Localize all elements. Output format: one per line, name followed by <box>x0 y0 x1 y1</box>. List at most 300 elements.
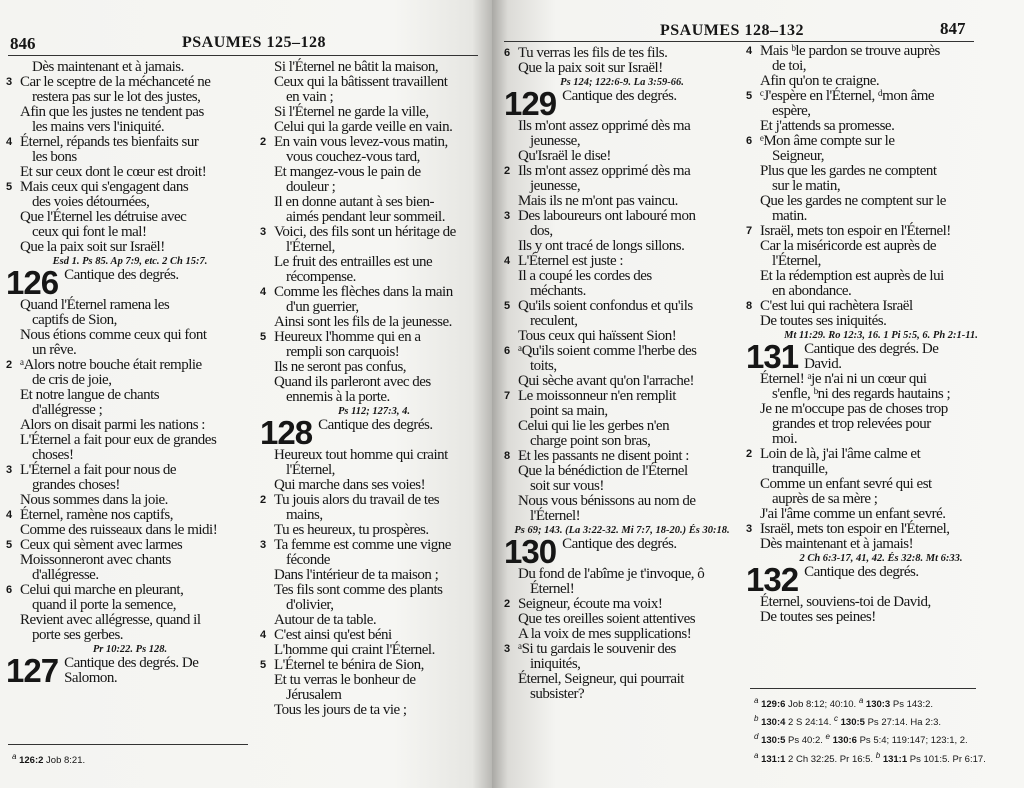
verse-line <box>260 703 488 718</box>
verse-line <box>504 269 740 284</box>
verse-text: porte ses gerbes. <box>32 627 124 643</box>
psalm-title <box>804 565 919 580</box>
verse-number: 3 <box>504 210 511 222</box>
verse-line <box>504 374 740 389</box>
footnote-rule <box>750 688 976 689</box>
verse-text: aimés pendant leur sommeil. <box>286 209 445 225</box>
verse-line <box>504 46 740 61</box>
psalm-heading <box>746 561 1016 598</box>
verse-number: 6 <box>6 584 13 596</box>
verse-text: Ceux qui sèment avec larmes <box>20 537 183 553</box>
verse-text: Alors on disait parmi les nations : <box>20 417 205 433</box>
verse-text: jeunesse, <box>530 133 581 149</box>
verse-text: Car la miséricorde est auprès de <box>760 238 937 254</box>
verse-line <box>260 315 488 330</box>
verse-number: 5 <box>260 331 267 343</box>
verse-text: ennemis à la porte. <box>286 389 390 405</box>
verse-text: Tu es heureux, tu prospères. <box>274 522 429 538</box>
verse-line <box>504 404 740 419</box>
verse-line <box>504 164 740 179</box>
verse-line <box>260 195 488 210</box>
cross-reference: Mt 11:29. Ro 12:3, 16. 1 Pi 5:5, 6. Ph 2:1-11. <box>784 330 978 341</box>
footnote <box>754 714 834 729</box>
verse-line <box>746 269 1016 284</box>
verse-line <box>6 373 254 388</box>
footnote <box>12 752 86 767</box>
footnote-mark: d <box>754 732 759 742</box>
psalm-number: 130 <box>504 533 557 570</box>
verse-text: Quand ils parleront avec des <box>274 374 431 390</box>
psalm-heading <box>6 652 254 689</box>
verse-number: 5 <box>6 181 13 193</box>
verse-line <box>504 567 740 582</box>
verse-line <box>6 613 254 628</box>
verse-text: L'Éternel te bénira de Sion, <box>274 657 424 673</box>
footnotes <box>12 750 85 768</box>
cross-reference: 2 Ch 6:3-17, 41, 42. És 32:8. Mt 6:33. <box>799 553 963 564</box>
left-column-2 <box>260 60 488 718</box>
verse-line <box>504 687 740 702</box>
verse-number: 2 <box>504 165 511 177</box>
verse-line <box>260 643 488 658</box>
verse-text: L'Éternel a fait pour nous de <box>20 462 177 478</box>
footnote-ref: 130:4 <box>761 717 786 729</box>
verse-line <box>260 688 488 703</box>
footnote-line <box>12 750 85 768</box>
verse-line <box>504 254 740 269</box>
verse-text: De toutes ses iniquités. <box>760 313 887 329</box>
verse-line <box>746 299 1016 314</box>
verse-text: Tes fils sont comme des plants <box>274 582 443 598</box>
verse-line <box>260 345 488 360</box>
verse-text: de toi, <box>772 58 806 74</box>
verse-line <box>746 179 1016 194</box>
verse-line <box>260 255 488 270</box>
verse-text: Il a coupé les cordes des <box>518 268 652 284</box>
verse-text: Éternel, Seigneur, qui pourrait <box>518 671 684 687</box>
verse-line <box>260 90 488 105</box>
right-column-2 <box>746 44 1016 625</box>
verse-text: Seigneur, écoute ma voix! <box>518 596 663 612</box>
verse-text: Celui qui marche en pleurant, <box>20 582 184 598</box>
verse-line <box>260 75 488 90</box>
verse-text: Tu jouis alors du travail de tes <box>274 492 440 508</box>
verse-number: 8 <box>746 300 753 312</box>
verse-line <box>6 568 254 583</box>
verse-text: Nous sommes dans la joie. <box>20 492 168 508</box>
verse-text: toits, <box>530 358 557 374</box>
verse-line <box>6 165 254 180</box>
psalm-title-line: Cantique des degrés. De <box>64 655 199 671</box>
footnote-ref: 130:5 <box>840 717 865 729</box>
verse-line <box>504 61 740 76</box>
footnote-text: Ps 143:2. <box>892 699 934 711</box>
psalm-heading <box>6 264 254 301</box>
verse-line <box>260 165 488 180</box>
verse-number: 2 <box>746 448 753 460</box>
verse-number: 5 <box>746 90 753 102</box>
verse-line <box>746 402 1016 417</box>
verse-text: Nous vous bénissons au nom de <box>518 493 696 509</box>
verse-line <box>6 240 254 255</box>
running-head: PSAUMES 125–128 <box>182 34 326 51</box>
verse-text: L'Éternel est juste : <box>518 253 624 269</box>
footnote <box>825 732 968 747</box>
verse-line <box>746 254 1016 269</box>
verse-line <box>6 598 254 613</box>
verse-line <box>746 134 1016 149</box>
verse-line <box>260 150 488 165</box>
verse-text: d'allégresse ; <box>32 402 103 418</box>
footnote-line <box>754 694 986 712</box>
verse-line <box>746 387 1016 402</box>
footnote-mark: c <box>834 714 838 724</box>
footnote <box>754 732 826 747</box>
verse-line <box>504 239 740 254</box>
verse-text: Éternel! <box>530 581 575 597</box>
footnote-line <box>754 712 986 730</box>
verse-line <box>6 135 254 150</box>
footnote-mark: a <box>754 750 759 760</box>
verse-line <box>504 389 740 404</box>
verse-text: J'ai l'âme comme un enfant sevré. <box>760 506 946 522</box>
verse-text: d'un guerrier, <box>286 299 359 315</box>
verse-line <box>746 492 1016 507</box>
verse-text: Et tu verras le bonheur de <box>274 672 416 688</box>
verse-text: Ils ne seront pas confus, <box>274 359 407 375</box>
verse-text: Voici, des fils sont un héritage de <box>274 224 456 240</box>
footnote-ref: 126:2 <box>19 755 44 767</box>
verse-line <box>746 119 1016 134</box>
footnote-mark: a <box>858 696 864 705</box>
footnote-ref: 131:1 <box>882 753 908 765</box>
verse-line <box>260 60 488 75</box>
verse-line <box>504 434 740 449</box>
verse-text: Autour de ta table. <box>274 612 377 628</box>
page-number: 847 <box>940 19 966 38</box>
verse-line <box>504 464 740 479</box>
verse-text: Que la paix soit sur Israël! <box>20 239 165 255</box>
verse-text: moi. <box>772 431 798 447</box>
verse-text: l'Éternel, <box>772 253 821 269</box>
verse-text: Comme des ruisseaux dans le midi! <box>20 522 218 538</box>
verse-line <box>260 270 488 285</box>
verse-number: 7 <box>504 390 511 402</box>
verse-line <box>504 642 740 657</box>
verse-text: Des laboureurs ont labouré mon <box>518 208 696 224</box>
verse-line <box>6 120 254 135</box>
verse-line <box>6 523 254 538</box>
verse-line <box>504 119 740 134</box>
footnote-text: Ps 101:5. Pr 6:17. <box>909 753 986 765</box>
verse-text: point sa main, <box>530 403 608 419</box>
footnote-mark: e <box>825 732 830 742</box>
verse-text: iniquités, <box>530 656 581 672</box>
verse-line <box>6 538 254 553</box>
verse-line <box>746 59 1016 74</box>
verse-text: Revient avec allégresse, quand il <box>20 612 201 628</box>
verse-line <box>746 74 1016 89</box>
verse-line <box>6 433 254 448</box>
verse-text: Et la rédemption est auprès de lui <box>760 268 944 284</box>
footnote-line <box>754 730 986 748</box>
verse-line <box>746 595 1016 610</box>
verse-number: 6 <box>504 47 511 59</box>
verse-line <box>260 673 488 688</box>
verse-text: Du fond de l'abîme je t'invoque, ô <box>518 566 705 582</box>
verse-line <box>6 75 254 90</box>
verse-line <box>260 375 488 390</box>
psalm-number: 127 <box>6 652 59 689</box>
verse-text: Le moissonneur n'en remplit <box>518 388 676 404</box>
verse-line <box>260 553 488 568</box>
verse-text: Si l'Éternel ne garde la ville, <box>274 104 429 120</box>
verse-line <box>504 359 740 374</box>
right-column-1 <box>504 46 740 702</box>
verse-line <box>6 463 254 478</box>
verse-text: les mains vers l'iniquité. <box>32 119 165 135</box>
verse-line <box>746 194 1016 209</box>
verse-line <box>260 463 488 478</box>
footnote-ref: 131:1 <box>761 753 786 765</box>
verse-text: d'olivier, <box>286 597 334 613</box>
verse-line <box>6 298 254 313</box>
psalm-heading <box>504 533 740 570</box>
psalm-number: 129 <box>504 85 557 122</box>
verse-text: Ta femme est comme une vigne <box>274 537 451 553</box>
verse-text: grandes choses! <box>32 477 120 493</box>
verse-text: l'Éternel, <box>286 239 335 255</box>
verse-line <box>746 164 1016 179</box>
verse-text: d'allégresse. <box>32 567 99 583</box>
verse-line <box>6 448 254 463</box>
verse-line <box>746 224 1016 239</box>
verse-number: 3 <box>746 523 753 535</box>
verse-text: Qui sèche avant qu'on l'arrache! <box>518 373 694 389</box>
verse-text: soit sur vous! <box>530 478 604 494</box>
verse-text: Seigneur, <box>772 148 824 164</box>
verse-line <box>6 508 254 523</box>
verse-text: Tu verras les fils de tes fils. <box>518 45 668 61</box>
verse-text: captifs de Sion, <box>32 312 117 328</box>
verse-line <box>504 179 740 194</box>
verse-line <box>504 597 740 612</box>
verse-number: 3 <box>260 539 267 551</box>
verse-line <box>746 477 1016 492</box>
verse-line <box>746 417 1016 432</box>
verse-text: ᵃQu'ils soient comme l'herbe des <box>518 343 697 359</box>
verse-line <box>504 419 740 434</box>
verse-text: subsister? <box>530 686 585 702</box>
verse-line <box>504 612 740 627</box>
verse-text: quand il porte la semence, <box>32 597 177 613</box>
verse-number: 2 <box>260 136 267 148</box>
verse-line <box>504 149 740 164</box>
verse-text: Comme les flèches dans la main <box>274 284 453 300</box>
footnote <box>875 750 986 765</box>
verse-text: Dès maintenant et à jamais. <box>32 59 184 75</box>
verse-line <box>260 285 488 300</box>
verse-text: charge point son bras, <box>530 433 651 449</box>
verse-text: matin. <box>772 208 807 224</box>
verse-text: Israël, mets ton espoir en l'Éternel! <box>760 223 951 239</box>
verse-text: C'est lui qui rachètera Israël <box>760 298 913 314</box>
verse-line <box>504 224 740 239</box>
verse-text: rempli son carquois! <box>286 344 400 360</box>
verse-line <box>504 627 740 642</box>
verse-line <box>260 568 488 583</box>
verse-line <box>504 479 740 494</box>
verse-text: Je ne m'occupe pas de choses trop <box>760 401 948 417</box>
psalm-title <box>804 342 938 372</box>
verse-line <box>504 194 740 209</box>
verse-text: Loin de là, j'ai l'âme calme et <box>760 446 921 462</box>
psalm-title-line: Cantique des degrés. <box>64 267 179 283</box>
verse-text: en vain ; <box>286 89 334 105</box>
verse-text: ᵃAlors notre bouche était remplie <box>20 357 202 373</box>
verse-text: Ils y ont tracé de longs sillons. <box>518 238 685 254</box>
verse-line <box>260 135 488 150</box>
verse-text: Ainsi sont les fils de la jeunesse. <box>274 314 452 330</box>
verse-text: en abondance. <box>772 283 852 299</box>
footnotes <box>754 694 986 767</box>
footnote-mark: b <box>875 750 881 760</box>
psalm-title-line: Cantique des degrés. <box>562 88 677 104</box>
verse-text: Et les passants ne disent point : <box>518 448 689 464</box>
verse-text: auprès de sa mère ; <box>772 491 878 507</box>
footnote-line <box>754 748 986 766</box>
verse-line <box>260 225 488 240</box>
verse-line <box>6 328 254 343</box>
verse-text: Qu'ils soient confondus et qu'ils <box>518 298 693 314</box>
verse-text: ᶜJ'espère en l'Éternel, ᵈmon âme <box>760 88 935 104</box>
verse-text: Moissonneront avec chants <box>20 552 171 568</box>
verse-line <box>746 104 1016 119</box>
verse-line <box>260 210 488 225</box>
verse-text: espère, <box>772 103 811 119</box>
verse-line <box>746 149 1016 164</box>
verse-text: Ils m'ont assez opprimé dès ma <box>518 118 691 134</box>
verse-text: jeunesse, <box>530 178 581 194</box>
verse-line <box>6 313 254 328</box>
verse-number: 3 <box>260 226 267 238</box>
left-column-1 <box>6 59 254 689</box>
verse-line <box>746 522 1016 537</box>
psalm-title-line: Cantique des degrés. <box>804 564 919 580</box>
verse-text: A la voix de mes supplications! <box>518 626 692 642</box>
verse-line <box>504 209 740 224</box>
verse-text: Ils m'ont assez opprimé dès ma <box>518 163 691 179</box>
verse-line <box>260 448 488 463</box>
verse-number: 7 <box>746 225 753 237</box>
verse-text: Si l'Éternel ne bâtit la maison, <box>274 59 439 75</box>
cross-reference: Esd 1. Ps 85. Ap 7:9, etc. 2 Ch 15:7. <box>52 256 208 267</box>
verse-text: En vain vous levez-vous matin, <box>274 134 448 150</box>
verse-line <box>746 507 1016 522</box>
verse-text: L'Éternel a fait pour eux de grandes <box>20 432 217 448</box>
cross-reference: Ps 112; 127:3, 4. <box>337 406 411 417</box>
verse-text: s'enfle, ᵇni des regards hautains ; <box>772 386 951 402</box>
verse-number: 2 <box>504 598 511 610</box>
verse-text: Éternel! ᵃje n'ai ni un cœur qui <box>760 371 927 387</box>
verse-number: 4 <box>504 255 511 267</box>
verse-text: vous couchez-vous tard, <box>286 149 420 165</box>
verse-text: Et sur ceux dont le cœur est droit! <box>20 164 207 180</box>
verse-text: Dès maintenant et à jamais! <box>760 536 914 552</box>
psalm-title-line: Cantique des degrés. <box>562 536 677 552</box>
footnote <box>834 714 942 729</box>
footnote-mark: b <box>754 714 759 724</box>
verse-line <box>260 360 488 375</box>
verse-text: mains, <box>286 507 323 523</box>
verse-line <box>260 658 488 673</box>
verse-line <box>260 105 488 120</box>
verse-number: 4 <box>746 45 753 57</box>
verse-line <box>260 330 488 345</box>
verse-line <box>6 388 254 403</box>
verse-text: choses! <box>32 447 74 463</box>
verse-text: ᵉMon âme compte sur le <box>760 133 895 149</box>
verse-text: Il en donne autant à ses bien- <box>274 194 434 210</box>
verse-text: méchants. <box>530 283 586 299</box>
verse-line <box>260 538 488 553</box>
footnote-text: 2 Ch 32:25. Pr 16:5. <box>788 753 874 765</box>
verse-line <box>260 390 488 405</box>
psalm-number: 131 <box>746 338 799 375</box>
verse-line <box>260 508 488 523</box>
verse-line <box>6 553 254 568</box>
header-rule <box>504 41 974 42</box>
footnote-text: Job 8:21. <box>46 755 86 767</box>
verse-text: douleur ; <box>286 179 336 195</box>
verse-text: l'Éternel, <box>286 462 335 478</box>
verse-line <box>504 284 740 299</box>
verse-line <box>260 598 488 613</box>
verse-line <box>260 180 488 195</box>
verse-line <box>746 372 1016 387</box>
verse-line <box>6 583 254 598</box>
verse-text: Quand l'Éternel ramena les <box>20 297 170 313</box>
verse-number: 3 <box>504 643 511 655</box>
verse-text: les bons <box>32 149 77 165</box>
footnote <box>754 696 859 711</box>
footnote-mark: a <box>754 696 759 705</box>
verse-line <box>6 210 254 225</box>
verse-text: Heureux tout homme qui craint <box>274 447 448 463</box>
footnote-text: Ps 27:14. Ha 2:3. <box>867 717 942 729</box>
verse-line <box>260 523 488 538</box>
verse-text: Mais ils ne m'ont pas vaincu. <box>518 193 678 209</box>
verse-line <box>260 240 488 255</box>
verse-number: 5 <box>260 659 267 671</box>
verse-number: 6 <box>504 345 511 357</box>
verse-text: Ceux qui la bâtissent travaillent <box>274 74 448 90</box>
verse-text: grandes et trop relevées pour <box>772 416 931 432</box>
verse-line <box>504 344 740 359</box>
verse-line <box>504 314 740 329</box>
cross-reference: Ps 69; 143. (La 3:22-32. Mi 7:7, 18-20.) És 30:18. <box>514 525 730 536</box>
verse-text: dos, <box>530 223 553 239</box>
verse-line <box>746 610 1016 625</box>
verse-line <box>6 60 254 75</box>
verse-line <box>504 329 740 344</box>
verse-text: de cris de joie, <box>32 372 112 388</box>
verse-number: 3 <box>6 464 13 476</box>
verse-text: Afin que les justes ne tendent pas <box>20 104 204 120</box>
verse-line <box>6 343 254 358</box>
verse-line <box>6 150 254 165</box>
verse-line <box>260 493 488 508</box>
